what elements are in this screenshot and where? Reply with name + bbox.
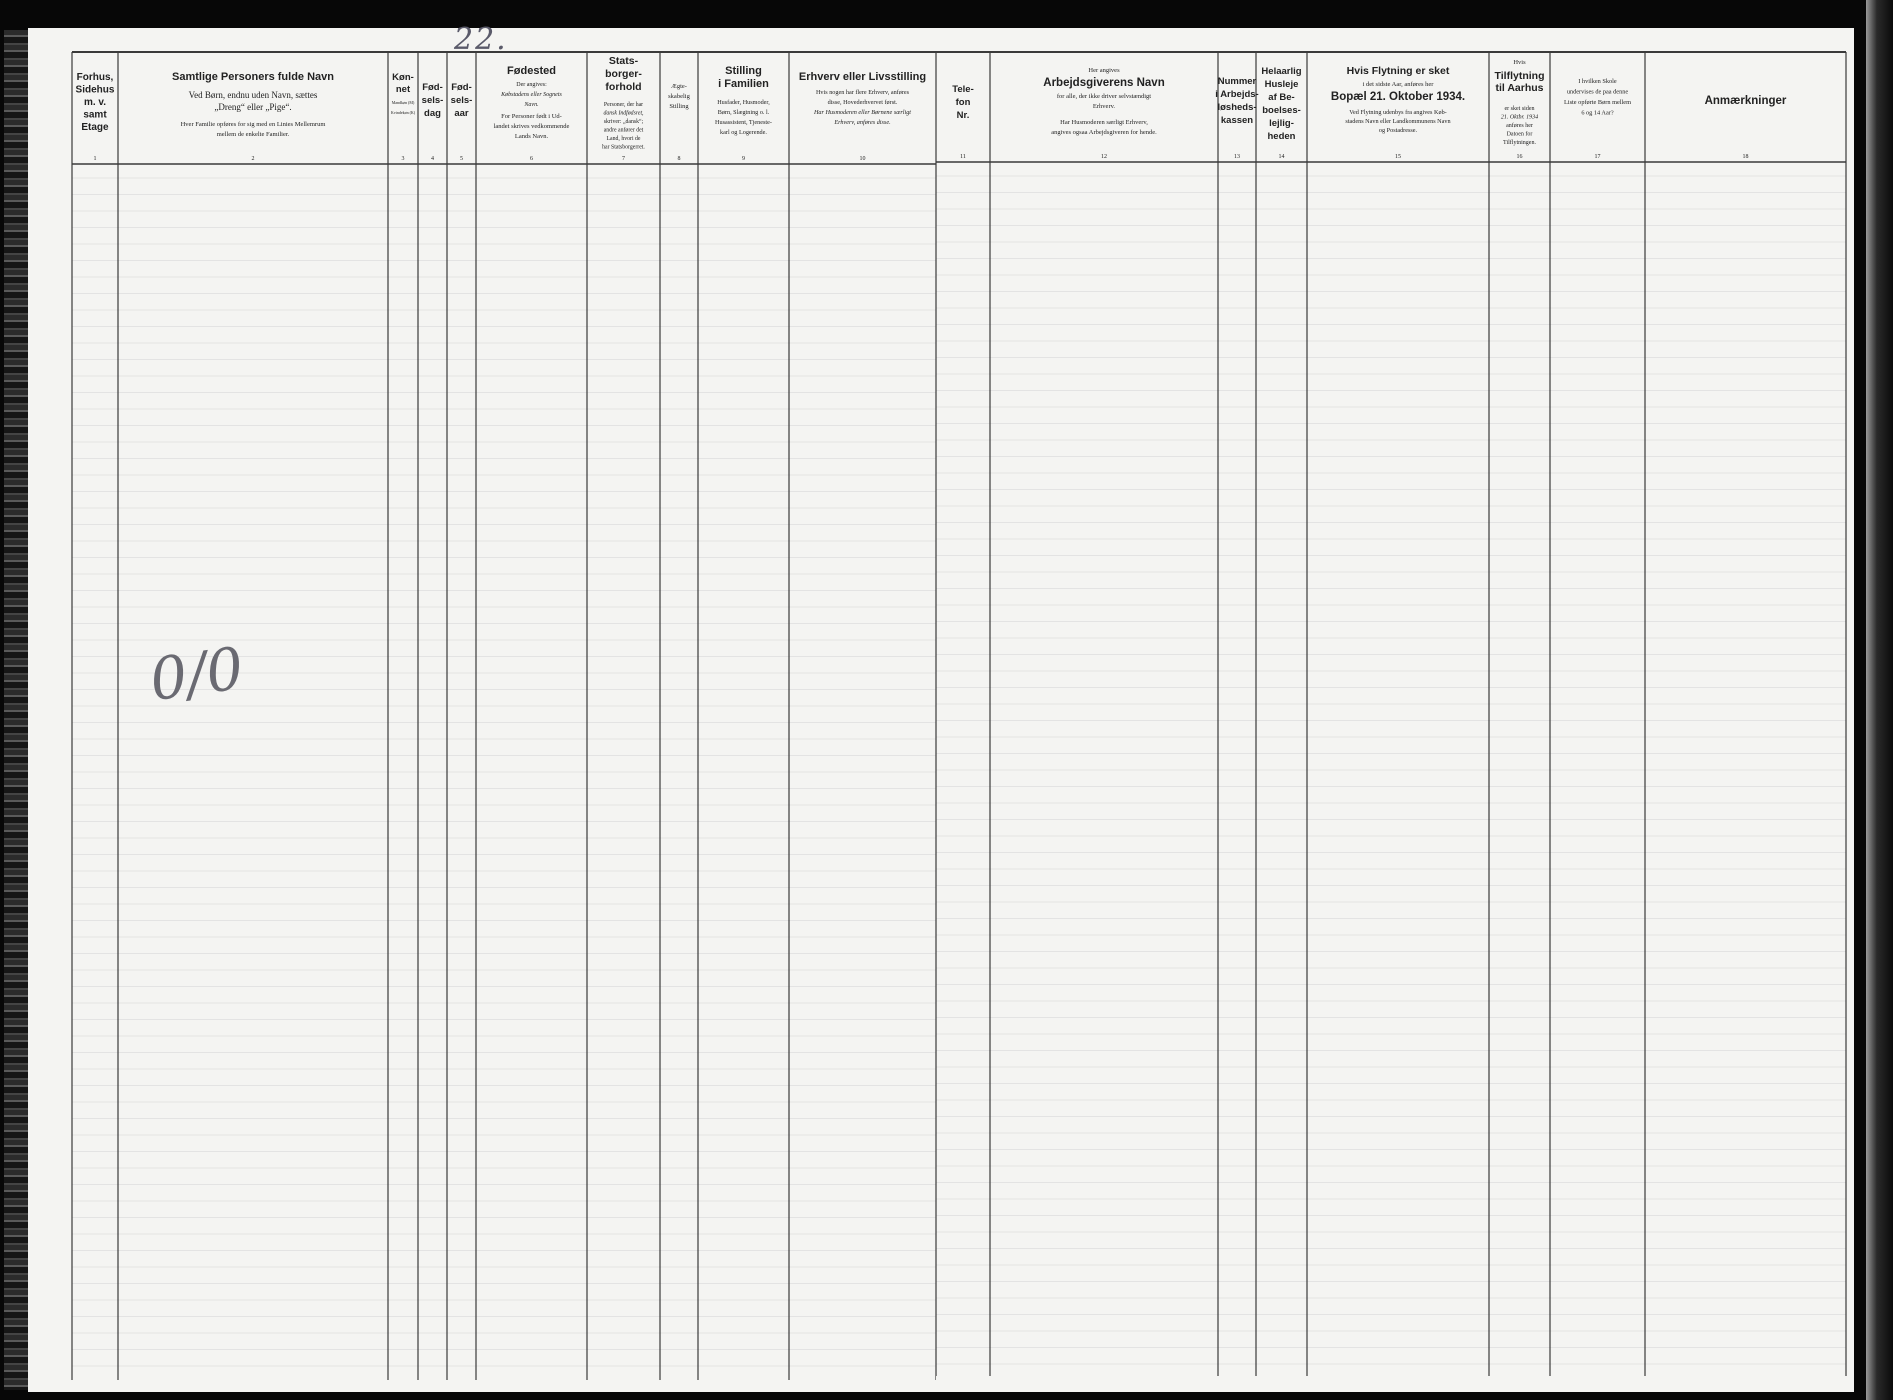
paper-sheet (936, 28, 1854, 1392)
page-edge-shadow (1866, 0, 1893, 1400)
header-names-text: Hver Familie opføres for sig med en Linies Mellemrum (180, 121, 326, 128)
header-forhus-text: m. v. (83, 97, 107, 108)
column-number: 11 (960, 154, 966, 160)
header-birth-text: sels- (450, 95, 473, 106)
header-citizenship-text: dansk Indfødsret, (603, 110, 644, 117)
header-gender-text: Kvindekøn (K) (390, 110, 416, 115)
header-phone-text: Tele- (952, 84, 974, 95)
header-citizenship-title: borger- (605, 68, 642, 80)
column-number: 2 (251, 156, 255, 162)
header-moving-title: Bopæl 21. Oktober 1934. (1330, 91, 1466, 103)
header-birth-text: sels- (421, 95, 444, 106)
header-remarks-title: Anmærkninger (1704, 95, 1787, 107)
header-unemployment-text: løsheds- (1217, 102, 1257, 113)
header-moving-title: Hvis Flytning er sket (1346, 65, 1450, 77)
header-family-text: Børn, Slægtning o. l. (717, 109, 770, 116)
header-employer-text: angives ogsaa Arbejdsgiveren for hende. (1051, 129, 1157, 136)
header-employer-text: Her angives (1088, 67, 1120, 74)
header-arrival-text: Tilflytningen. (1503, 140, 1536, 146)
header-moving-text: stadens Navn eller Landkommunens Navn (1345, 118, 1451, 125)
column-number: 15 (1395, 154, 1401, 160)
column-number: 17 (1594, 154, 1601, 160)
header-school-text: 6 og 14 Aar? (1581, 109, 1614, 117)
handwritten-page-number: 22. (454, 22, 508, 57)
header-birthplace-text: Købstadens eller Sognets (501, 92, 562, 98)
header-citizenship-text: Personer, der har (603, 102, 644, 108)
column-number: 3 (401, 156, 405, 162)
header-marital-text: Ægte- (671, 83, 687, 90)
header-rent-text: heden (1267, 131, 1296, 142)
header-birthplace-text: Der angives: (516, 82, 547, 88)
header-family-title: Stilling (725, 65, 762, 77)
header-arrival-text: Hvis (1513, 59, 1526, 66)
column-number: 10 (859, 156, 866, 162)
header-names-text: mellem de enkelte Familier. (216, 131, 290, 138)
header-forhus-text: Sidehus (75, 84, 115, 96)
header-unemployment-text: i Arbejds- (1215, 89, 1259, 100)
header-school-text: I hvilken Skole (1578, 78, 1617, 85)
header-arrival-title: Tilflytning (1494, 70, 1545, 82)
header-citizenship-text: Land, hvori de (606, 136, 641, 142)
header-phone-text: fon (955, 97, 971, 108)
header-gender-title: net (395, 84, 411, 95)
header-rent-text: Husleje (1264, 79, 1299, 90)
header-birthplace-text: Navn. (524, 102, 539, 108)
header-arrival-title: til Aarhus (1495, 82, 1544, 94)
header-school-text: undervises de paa denne (1566, 88, 1629, 96)
header-names-text: Ved Børn, endnu uden Navn, sættes (188, 90, 318, 100)
header-family-title: i Familien (718, 78, 769, 90)
header-citizenship-text: skriver: „dansk“; (603, 119, 644, 125)
column-number: 13 (1234, 154, 1240, 160)
header-forhus-text: Forhus, (76, 72, 114, 83)
header-occupation-text: Har Husmoderen eller Børnene særligt (813, 109, 912, 116)
header-unemployment-text: Nummer (1217, 76, 1257, 87)
column-number: 9 (742, 156, 745, 162)
column-number: 18 (1742, 154, 1749, 160)
header-rent-text: Helaarlig (1261, 66, 1302, 77)
header-moving-text: og Postadresse. (1378, 127, 1418, 134)
pencil-mark: 0/0 (145, 633, 248, 715)
column-number: 14 (1278, 154, 1285, 160)
header-arrival-text: er sket siden (1504, 106, 1535, 112)
header-employer-text: Har Husmoderen særligt Erhverv, (1060, 119, 1148, 126)
header-marital-text: skabelig (668, 93, 690, 100)
header-employer-text: Erhverv. (1092, 103, 1116, 110)
header-gender-text: Mandkøn (M) (391, 100, 415, 105)
header-citizenship-title: Stats- (608, 55, 639, 67)
column-number: 5 (460, 156, 463, 162)
header-moving-text: Ved Flytning udenbys fra angives Køb- (1349, 109, 1447, 116)
header-rent-text: af Be- (1268, 92, 1295, 103)
header-rent-text: boelses- (1262, 105, 1301, 116)
header-arrival-text: Datoen for (1506, 131, 1533, 138)
right-page (936, 0, 1866, 1400)
header-birth-text: dag (424, 108, 441, 119)
header-forhus-text: Etage (81, 122, 109, 133)
header-employer-title: Arbejdsgiverens Navn (1043, 77, 1165, 89)
header-occupation-text: Hvis nogen har flere Erhverv, anføres (815, 89, 910, 96)
column-number: 7 (622, 156, 625, 162)
header-citizenship-text: andre anfører det (603, 127, 644, 134)
header-marital-text: Stilling (669, 103, 689, 110)
header-phone-text: Nr. (956, 110, 970, 121)
header-names-text: „Dreng“ eller „Pige“. (214, 102, 292, 112)
header-family-text: Husfader, Husmoder, (717, 99, 770, 106)
column-number: 6 (530, 156, 533, 162)
header-occupation-text: disse, Hovederhvervet først. (827, 99, 898, 106)
header-arrival-text: 21. Oktbr. 1934 (1500, 114, 1539, 121)
column-number: 16 (1516, 154, 1523, 160)
header-birthplace-text: For Personer født i Ud- (501, 113, 562, 120)
header-birthplace-title: Fødested (507, 65, 556, 77)
header-occupation-text: Erhverv, anføres disse. (834, 119, 891, 126)
column-number: 8 (677, 156, 681, 162)
header-school-text: Liste opførte Børn mellem (1564, 99, 1631, 106)
header-birthplace-text: Lands Navn. (514, 133, 549, 140)
header-birth-text: Fød- (422, 82, 443, 93)
column-number: 12 (1101, 154, 1107, 160)
header-arrival-text: anføres her (1506, 123, 1533, 129)
header-rent-text: lejlig- (1269, 118, 1294, 129)
header-family-text: karl og Logerende. (720, 129, 767, 136)
header-employer-text: for alle, der ikke driver selvstændigt (1056, 93, 1152, 100)
header-birth-text: Fød- (451, 82, 472, 93)
right-page-form (936, 0, 1866, 1400)
header-citizenship-text: har Statsborgerret. (602, 144, 645, 151)
header-gender-title: Køn- (392, 72, 414, 83)
header-forhus-text: samt (83, 109, 107, 121)
header-names-title: Samtlige Personers fulde Navn (172, 71, 334, 83)
header-birth-text: aar (454, 108, 469, 119)
header-citizenship-title: forhold (605, 81, 642, 93)
header-unemployment-text: kassen (1220, 115, 1254, 126)
column-number: 4 (431, 156, 434, 162)
column-number: 1 (93, 156, 97, 162)
header-birthplace-text: landet skrives vedkommende (493, 123, 570, 130)
header-occupation-title: Erhverv eller Livsstilling (798, 71, 927, 83)
header-family-text: Husassistent, Tjeneste- (715, 119, 772, 126)
left-page (24, 0, 936, 1400)
header-moving-text: i det sidste Aar, anføres her (1362, 81, 1434, 88)
